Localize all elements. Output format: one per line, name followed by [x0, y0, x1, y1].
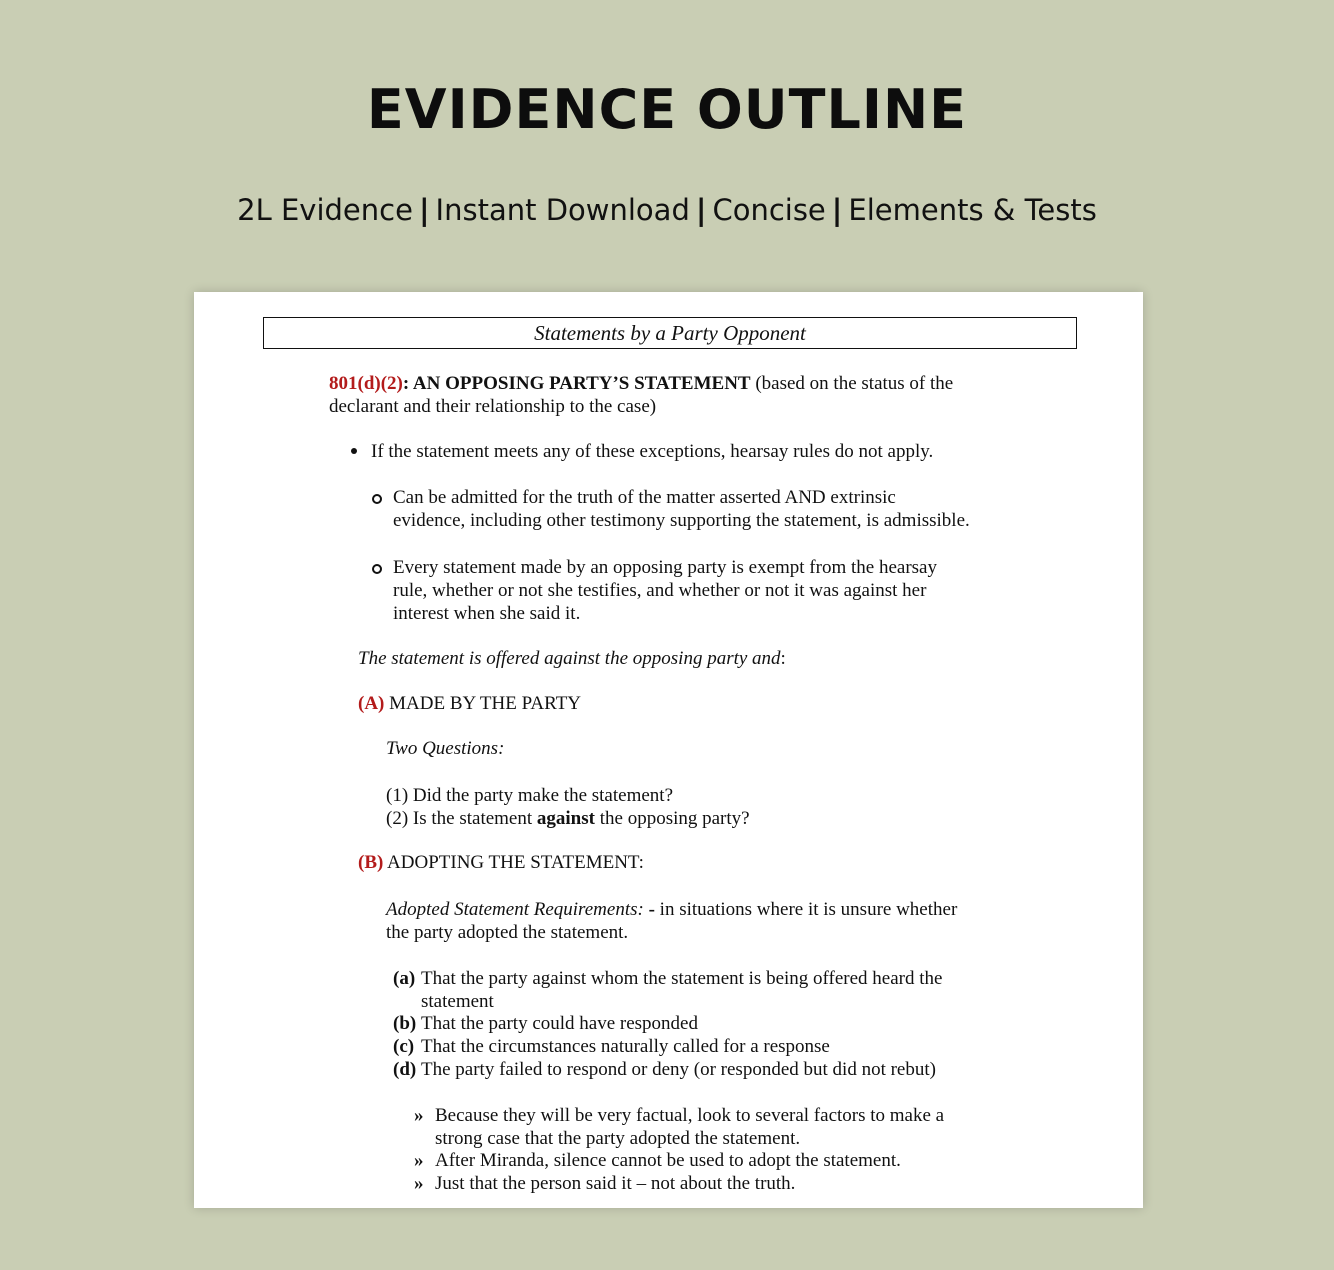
question-1: (1) Did the party make the statement? [386, 785, 674, 806]
requirement-could-respond: That the party could have responded [421, 1013, 698, 1034]
sub-bullet-exempt-line2: rule, whether or not she testifies, and whether or not it was against her [393, 580, 927, 601]
section-header: Statements by a Party Opponent [263, 317, 1077, 349]
tag-separator: | [418, 193, 430, 227]
double-chevron-icon: » [414, 1105, 424, 1126]
requirement-failed-respond: The party failed to respond or deny (or responded but did not rebut) [421, 1059, 936, 1080]
requirement-label: (a) [393, 968, 416, 989]
element-b-label: (B) [358, 852, 384, 873]
rule-title: AN OPPOSING PARTY’S STATEMENT [409, 373, 751, 394]
tag-separator: | [831, 193, 843, 227]
double-chevron-icon: » [414, 1150, 424, 1171]
note-miranda: After Miranda, silence cannot be used to adopt the statement. [435, 1150, 901, 1171]
document-preview [194, 292, 1143, 1208]
page-title: EVIDENCE OUTLINE [366, 78, 968, 141]
sub-bullet-truth-line2: evidence, including other testimony supporting the statement, is admissible. [393, 510, 970, 531]
offered-against-line: The statement is offered against the opposing party and: [358, 648, 786, 669]
adopted-requirements-line: Adopted Statement Requirements: - in situations where it is unsure whether [386, 899, 958, 920]
sub-bullet-exempt-line3: interest when she said it. [393, 603, 581, 624]
requirement-label: (b) [393, 1013, 417, 1034]
tag-instant-download: Instant Download [435, 193, 690, 227]
element-a-label: (A) [358, 693, 385, 714]
bullet-exceptions: If the statement meets any of these exceptions, hearsay rules do not apply. [371, 441, 934, 462]
rule-heading: 801(d)(2): AN OPPOSING PARTY’S STATEMENT (based on the status of the [329, 373, 954, 394]
sub-bullet-exempt: Every statement made by an opposing party is exempt from the hearsay [393, 557, 937, 578]
note-factual: Because they will be very factual, look to several factors to make a [435, 1105, 945, 1126]
adopted-requirements-line2: the party adopted the statement. [386, 922, 629, 943]
question-2: (2) Is the statement against the opposing party? [386, 808, 750, 829]
requirement-heard-line2: statement [421, 991, 494, 1012]
tag-concise: Concise [712, 193, 826, 227]
note-not-truth: Just that the person said it – not about the truth. [435, 1173, 796, 1194]
requirement-label: (c) [393, 1036, 415, 1057]
tag-elements-tests: Elements & Tests [848, 193, 1097, 227]
two-questions-label: Two Questions: [386, 738, 505, 759]
element-a-heading: (A) MADE BY THE PARTY [358, 693, 582, 714]
requirement-circumstances: That the circumstances naturally called for a response [421, 1036, 830, 1057]
requirement-label: (d) [393, 1059, 417, 1080]
requirement-heard: That the party against whom the statement is being offered heard the [421, 968, 943, 989]
sub-bullet-icon [372, 564, 382, 574]
tagline [0, 193, 1334, 227]
sub-bullet-truth: Can be admitted for the truth of the matter asserted AND extrinsic [393, 487, 896, 508]
bullet-icon [351, 448, 357, 454]
sub-bullet-icon [372, 494, 382, 504]
rule-code: 801(d)(2) [329, 373, 403, 394]
rule-description-line2: declarant and their relationship to the case) [329, 396, 657, 417]
tag-2l-evidence: 2L Evidence [237, 193, 413, 227]
element-b-heading: (B) ADOPTING THE STATEMENT: [358, 852, 644, 873]
tag-separator: | [695, 193, 707, 227]
note-factual-line2: strong case that the party adopted the statement. [435, 1128, 801, 1149]
rule-description: (based on the status of the [750, 373, 954, 394]
double-chevron-icon: » [414, 1173, 424, 1194]
